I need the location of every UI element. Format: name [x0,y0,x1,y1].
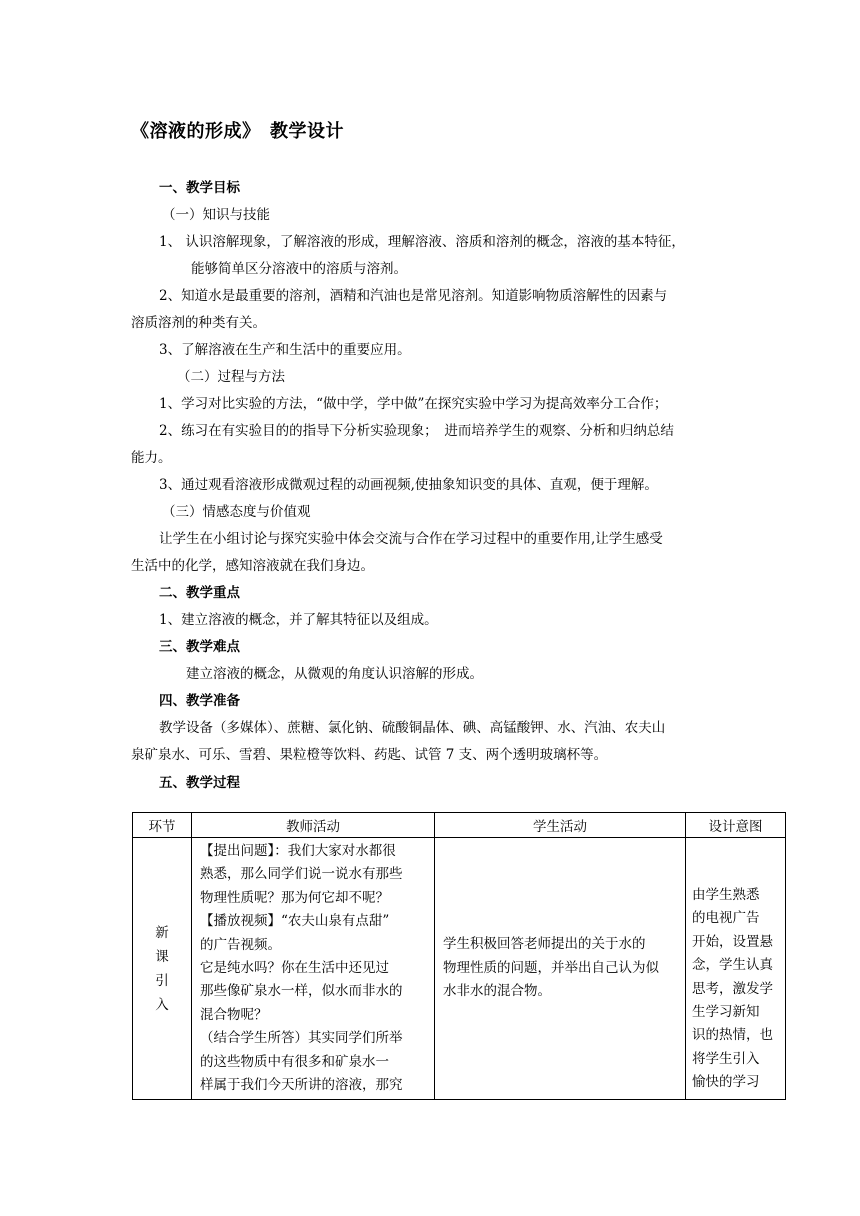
teacher-line: 物理性质呢？那为何它却不呢？ [200,889,389,906]
intent-line: 开始，设置悬 [692,933,773,950]
table-header-row [133,813,786,838]
teacher-line: （结合学生所答）其实同学们所举 [200,1030,403,1047]
teacher-line: 【提出问题】：我们大家对水都很 [200,843,396,859]
intent-line: 愉快的学习 [692,1074,760,1091]
section-heading-key-points: 二、教学重点 [159,585,240,601]
teacher-line: 样属于我们今天所讲的溶液，那究 [200,1077,403,1094]
section-heading-process: 五、教学过程 [159,775,240,791]
design-intent-cell [686,838,786,1100]
stage-char: 引 [155,972,169,989]
objective-item-2: 2、知道水是最重要的溶剂，酒精和汽油也是常见溶剂。知道影响物质溶解性的因素与 [159,288,668,304]
teacher-line: 【播放视频】“农夫山泉有点甜” [200,913,390,930]
subsection-attitude-values: （三）情感态度与价值观 [162,504,311,520]
header-student-activity: 学生活动 [435,813,686,838]
objective-item-3: 3、了解溶液在生产和生活中的重要应用。 [159,342,411,358]
stage-char: 新 [155,924,169,941]
process-item-3: 3、通过观看溶液形成微观过程的动画视频,使抽象知识变的具体、直观，便于理解。 [159,477,658,493]
table-row [133,838,786,1100]
teacher-line: 混合物呢？ [200,1006,268,1023]
subsection-process-methods: （二）过程与方法 [177,369,285,385]
intent-line: 念，学生认真 [692,957,773,974]
header-design-intent: 设计意图 [686,813,786,838]
stage-cell [133,838,192,1100]
attitude-paragraph: 让学生在小组讨论与探究实验中体会交流与合作在学习过程中的重要作用,让学生感受 [159,531,663,547]
section-heading-difficulties: 三、教学难点 [159,639,240,655]
objective-item-2-cont: 溶质溶剂的种类有关。 [131,315,266,331]
intent-line: 由学生熟悉 [692,887,760,903]
header-teacher-activity: 教师活动 [192,813,435,838]
attitude-paragraph-cont: 生活中的化学，感知溶液就在我们身边。 [131,558,374,574]
intent-line: 生学习新知 [692,1004,760,1021]
objective-item-1-cont: 能够简单区分溶液中的溶质与溶剂。 [191,261,407,277]
page-title: 《溶液的形成》 教学设计 [131,121,344,142]
teacher-line: 它是纯水吗？你在生活中还见过 [200,960,389,977]
teacher-activity-cell [192,838,435,1100]
section-heading-objectives: 一、教学目标 [159,180,240,196]
process-item-2-cont: 能力。 [131,450,172,466]
teacher-line: 那些像矿泉水一样，似水而非水的 [200,983,403,1000]
intent-line: 思考，激发学 [692,980,773,997]
stage-char: 课 [155,948,169,965]
teaching-process-table [132,812,786,1100]
section-heading-preparation: 四、教学准备 [159,693,240,709]
student-activity-cell [435,838,686,1100]
header-stage: 环节 [133,813,192,838]
teacher-line: 熟悉，那么同学们说一说水有那些 [200,866,403,883]
teacher-line: 的广告视频。 [200,936,281,953]
intent-line: 识的热情，也 [692,1027,773,1044]
stage-char: 入 [155,996,169,1013]
student-line: 学生积极回答老师提出的关于水的 [443,936,646,953]
objective-item-1: 1、 认识溶解现象，了解溶液的形成，理解溶液、溶质和溶剂的概念，溶液的基本特征， [159,234,685,250]
student-line: 物理性质的问题，并举出自己认为似 [443,959,659,976]
preparation-paragraph: 教学设备（多媒体）、蔗糖、氯化钠、硫酸铜晶体、碘、高锰酸钾、水、汽油、农夫山 [159,720,666,736]
student-line: 水非水的混合物。 [443,983,551,1000]
intent-line: 将学生引入 [692,1050,760,1067]
subsection-knowledge-skills: （一）知识与技能 [162,207,270,223]
difficulty-item: 建立溶液的概念，从微观的角度认识溶解的形成。 [186,666,483,682]
preparation-paragraph-cont: 泉矿泉水、可乐、雪碧、果粒橙等饮料、药匙、试管 7 支、两个透明玻璃杯等。 [131,747,608,763]
intent-line: 的电视广告 [692,910,760,927]
teacher-line: 的这些物质中有很多和矿泉水一 [200,1053,389,1070]
key-point-item: 1、建立溶液的概念，并了解其特征以及组成。 [159,612,438,628]
process-item-1: 1、学习对比实验的方法，“做中学，学中做”在探究实验中学习为提高效率分工合作； [159,396,668,412]
process-item-2: 2、练习在有实验目的的指导下分析实验现象； 进而培养学生的观察、分析和归纳总结 [159,423,674,439]
